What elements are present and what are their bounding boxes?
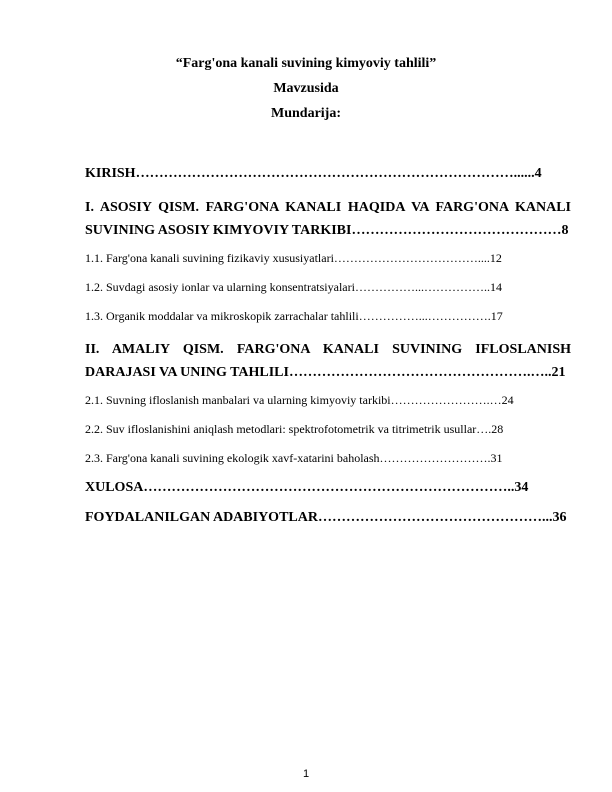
table-of-contents [85, 166, 571, 540]
toc-entry-section-1-line-1: I. ASOSIY QISM. FARG'ONA KANALI HAQIDA VA FARG'ONA KANALI [85, 200, 571, 215]
toc-entry-1-2: 1.2. Suvdagi asosiy ionlar va ularning konsentratsiyalari……………...……………..14 [85, 280, 502, 294]
toc-entry-2-2: 2.2. Suv ifloslanishini aniqlash metodlari: spektrofotometrik va titrimetrik usullar….28 [85, 422, 504, 436]
toc-entry-adabiyotlar: FOYDALANILGAN ADABIYOTLAR…………………………………………...36 [85, 510, 567, 525]
toc-entry-section-1 [85, 196, 571, 242]
toc-entry-section-2 [85, 338, 571, 384]
document-subtitle: Mavzusida [273, 81, 339, 96]
toc-entry-section-1-line-2: SUVINING ASOSIY KIMYOVIY TARKIBI………………………………………8 [85, 223, 569, 238]
page-number: 1 [302, 768, 310, 780]
toc-entry-kirish: KIRISH………………………………………………………………………......4 [85, 166, 542, 181]
document-title: “Farg'ona kanali suvining kimyoviy tahlili” [175, 56, 437, 71]
toc-entry-section-2-line-2: DARAJASI VA UNING TAHLILI…………………………………………….…..21 [85, 365, 566, 380]
toc-entry-1-3: 1.3. Organik moddalar va mikroskopik zarrachalar tahlili……………...…………….17 [85, 309, 503, 323]
contents-heading: Mundarija: [271, 106, 341, 121]
toc-entry-2-3: 2.3. Farg'ona kanali suvining ekologik xavf-xatarini baholash……………………….31 [85, 451, 503, 465]
toc-entry-xulosa: XULOSA……………………………………………………………………..34 [85, 480, 529, 495]
toc-entry-2-1: 2.1. Suvning ifloslanish manbalari va ularning kimyoviy tarkibi…………………….…24 [85, 393, 514, 407]
toc-entry-1-1: 1.1. Farg'ona kanali suvining fizikaviy xususiyatlari………………………………....12 [85, 251, 502, 265]
toc-entry-section-2-line-1: II. AMALIY QISM. FARG'ONA KANALI SUVINING IFLOSLANISH [85, 342, 571, 357]
